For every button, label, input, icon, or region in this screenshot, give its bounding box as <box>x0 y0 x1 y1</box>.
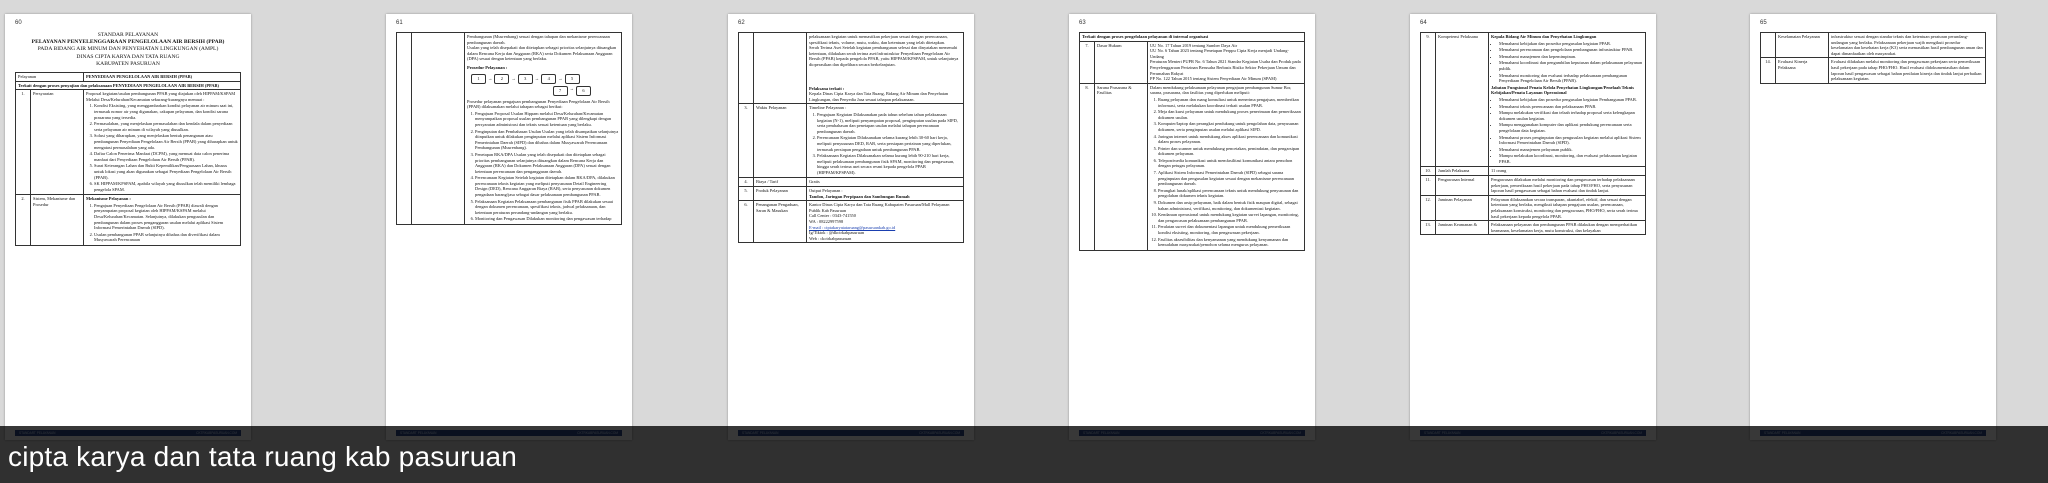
page-number: 61 <box>396 20 403 26</box>
row-content <box>1148 41 1305 83</box>
list-item: 6. SK HIPPAM/KPSPAM, apabila wilayah yang diusulkan telah memiliki lembaga pengelola SPAM. <box>94 181 238 192</box>
subheading: Kepala Bidang Air Minum dan Penyehatan Lingkungan <box>1491 34 1597 39</box>
table-row <box>739 201 964 243</box>
section-heading: Terkait dengan proses pengelolaan pelayanan di internal organisasi <box>1080 33 1305 42</box>
service-standard-table <box>396 32 622 225</box>
list-item: 1. Kondisi Eksisting, yang menggambarkan kondisi pelayanan air minum saat ini, termasuk nomor air yang digunakan, cakupan pelayanan, dan kondisi sarana prasarana yang tersedia. <box>94 103 238 120</box>
document-page-63 <box>1069 14 1315 440</box>
row-label: Jaminan Pelayanan <box>1436 195 1489 220</box>
row-number: 2. <box>16 195 31 246</box>
row-label: Evaluasi Kinerja Pelaksana <box>1776 58 1829 83</box>
row-label: Dasar Hukum <box>1095 41 1148 83</box>
list-item: 3. Komputer/laptop dan perangkat pendukung untuk pengolahan data, penyusunan dokumen, serta penginputan usulan melalui aplikasi SIPD. <box>1158 121 1302 132</box>
row-number: 8. <box>1080 83 1095 250</box>
caption-bar <box>0 426 2048 483</box>
service-standard-table <box>1760 32 1986 84</box>
paragraph: Kepala Dinas Cipta Karya dan Tata Ruang, Bidang Air Minum dan Penyehatan Lingkungan, dan Penyedia Jasa sesuai tahapan pelaksanaan. <box>809 91 949 102</box>
list-item: 1. Ruang pelayanan dan ruang konsultasi untuk menerima pengajuan, memberikan informasi, serta melakukan koordinasi terkait usulan PPAB. <box>1158 97 1302 108</box>
table-row <box>739 187 964 201</box>
list-item: 2. Meja dan kursi pelayanan untuk mendukung proses penerimaan dan pemeriksaan dokumen usulan. <box>1158 109 1302 120</box>
paragraph: Output Pelayanan : <box>809 188 843 194</box>
list-item: 1. Pengajuan Kegiatan Dilaksanakan pada tahun sebelum tahun pelaksanaan kegiatan (N-1), meliputi penyampaian proposal, penginputan usulan pada SIPD, serta pembahasan dan penetapan usulan melalui tahapan perencanaan pembangunan daerah. <box>817 112 961 134</box>
row-label: Produk Pelayanan <box>754 187 807 201</box>
table-row <box>1080 41 1305 83</box>
row-content <box>807 104 964 178</box>
row-label: Sarana Prasarana & Fasilitas <box>1095 83 1148 250</box>
table-row <box>16 81 241 90</box>
subheading: Jabatan Fungsional Penata Kelola Penyehatan Lingkungan/Penelaah Teknis Kebijakan/Penata Layanan Operasional <box>1491 84 1634 96</box>
requirement-list <box>94 103 238 192</box>
table-row <box>1080 33 1305 42</box>
row-number: 9. <box>1421 33 1436 167</box>
row-number <box>1761 33 1776 58</box>
facility-list <box>1158 97 1302 248</box>
email-link[interactable]: E-mail : ciptakaryatataruang@pasuruankab.go.id <box>809 224 896 230</box>
flow-step: 1 <box>471 74 486 84</box>
list-item: • Memahami monitoring dan evaluasi terhadap pelaksanaan pembangunan Penyediaan Pengelolaan Air Bersih (PPAB). <box>1499 73 1643 84</box>
list-item: 9. Dokumen dan arsip pelayanan, baik dalam bentuk fisik maupun digital, sebagai bahan administrasi, verifikasi, monitoring, dan dokumentasi kegiatan. <box>1158 200 1302 211</box>
table-row <box>739 104 964 178</box>
list-item: • Memahami manajemen pelayanan publik. <box>1499 147 1643 153</box>
row-label: Waktu Pelayanan <box>754 104 807 178</box>
table-cell: PENYEDIAAN PENGELOLAAN AIR BERSIH (PPAB) <box>84 73 241 82</box>
row-content <box>465 33 622 225</box>
heading-line: STANDAR PELAYANAN <box>97 32 159 38</box>
row-content <box>84 195 241 246</box>
table-cell: Pelayanan <box>16 73 84 82</box>
list-item: • Memahami kebijakan dan prosedur pengusulan kegiatan Pembangunan PPAB. <box>1499 97 1643 103</box>
row-label <box>412 33 465 225</box>
contact-line: Kantor Dinas Cipta Karya dan Tata Ruang Kabupaten Pasuruan/Mall Pelayanan Publik Kab Pasuruan <box>809 202 950 213</box>
contact-line: Ig/Tiktok : @dkctrkabpasuruan <box>809 230 865 236</box>
row-number: 4. <box>739 178 754 187</box>
row-label: Sistem, Mekanisme dan Prosedur <box>31 195 84 246</box>
table-row <box>1421 221 1646 235</box>
flow-step: 5 <box>565 74 580 84</box>
row-content: Evaluasi dilakukan melalui monitoring dan pengawasan pekerjaan serta pemeriksaan hasil pekerjaan pada tahap PHO/FHO. Hasil evaluasi didokumentasikan dalam laporan hasil pengawasan sebagai bahan penilaian kinerja dan tindak lanjut perbaikan pelaksanaan kegiatan. <box>1829 58 1986 83</box>
list-item: 12. Fasilitas aksesibilitas dan kenyamanan yang mendukung kenyamanan dan kemudahan masyarakat/pemohon selama mengurus pelayanan. <box>1158 237 1302 248</box>
row-label: Jumlah Pelaksana <box>1436 167 1489 176</box>
table-row <box>16 73 241 82</box>
list-item: • Mampu melakukan verifikasi dan telaah terhadap proposal serta kelengkapan dokumen usulan kegiatan. <box>1499 110 1643 121</box>
document-page-60 <box>5 14 251 440</box>
list-item: • Memahami manajemen dan kepemimpinan. <box>1499 54 1643 60</box>
list-item: 3. Penetapan RKA/DPA Usulan yang telah disepakati dan ditetapkan sebagai prioritas pembangunan selanjutnya dituangkan dalam Rencana Kerja dan Anggaran (RKA) dan Dokumen Pelaksanaan Anggaran (DPA) sesuai dengan ketentuan perencanaan dan penganggaran daerah. <box>475 152 619 174</box>
service-standard-table <box>738 32 964 243</box>
legal-basis-item: PP No. 122 Tahun 2015 tentang Sistem Penyediaan Air Minum (SPAM) <box>1150 76 1277 82</box>
list-item: • Memahami teknis perencanaan dan pelaksanaan PPAB. <box>1499 104 1643 110</box>
document-page-62 <box>728 14 974 440</box>
list-item: 5. Printer dan scanner untuk mendukung pencetakan, pemindaian, dan pengarsipan dokumen pelayanan. <box>1158 146 1302 157</box>
service-standard-table <box>1079 32 1305 251</box>
row-label <box>754 33 807 104</box>
list-item: 4. Perencanaan Kegiatan Setelah kegiatan ditetapkan dalam RKA/DPA, dilakukan perencanaan teknis kegiatan yang meliputi penyusunan Detail Engineering Design (DED), Rencana Anggaran Biaya (RAB), serta penyusunan dokumen pengadaan barang/jasa sebagai dasar pelaksanaan pembangunan PPAB. <box>475 175 619 197</box>
list-item: • Mampu menggunakan komputer dan aplikasi pendukung perencanaan serta pengelolaan data kegiatan. <box>1499 122 1643 133</box>
row-content: Pengawasan dilakukan melalui monitoring dan pengawasan terhadap pelaksanaan pekerjaan, pemeriksaan hasil pekerjaan pada tahap PHO/FHO, serta penyusunan laporan hasil pengawasan sebagai bahan evaluasi dan tindak lanjut. <box>1489 176 1646 196</box>
list-item: • Memahami proses penginputan dan pengusulan kegiatan melalui aplikasi Sistem Informasi Pemerintahan Daerah (SIPD). <box>1499 135 1643 146</box>
paragraph: Pembangunan (Musrenbang) sesuai dengan tahapan dan mekanisme perencanaan pembangunan daerah. <box>467 34 610 45</box>
row-number: 1. <box>16 90 31 195</box>
table-row <box>739 178 964 187</box>
row-number: 11. <box>1421 176 1436 196</box>
procedure-flowchart: 1 → 2 → 3 → 4 → 5 7 → 6 <box>471 74 619 96</box>
list-item: 2. Perencanaan Kegiatan Dilaksanakan selama kurang lebih 30-60 hari kerja, meliputi penyusunan DED, RAB, serta persiapan perizinan yang diperlukan, termasuk persiapan pengadaan untuk pembangunan PPAB. <box>817 135 961 152</box>
procedure-list <box>475 111 619 222</box>
competency-list <box>1499 41 1643 84</box>
row-number: 14. <box>1761 58 1776 83</box>
table-row <box>739 33 964 104</box>
row-content <box>807 187 964 201</box>
list-item: 5. Pelaksanaan Kegiatan Pelaksanaan pembangunan fisik PPAB dilakukan sesuai dengan dokumen perencanaan, spesifikasi teknis, jadwal pelaksanaan, dan ketentuan peraturan perundang-undangan yang berlaku. <box>475 199 619 216</box>
row-content: infrastruktur sesuai dengan standar teknis dan ketentuan peraturan perundang-undangan yang berlaku. Pelaksanaan pekerjaan wajib mengikuti prosedur keselamatan dan kesehatan kerja (K3) serta memastikan hasil pembangunan aman dan dapat dimanfaatkan oleh masyarakat. <box>1829 33 1986 58</box>
table-row <box>1421 33 1646 167</box>
row-content: 11 orang <box>1489 167 1646 176</box>
document-page-61 <box>386 14 632 440</box>
subheading: Timeline Pelayanan : <box>809 105 847 111</box>
row-label: Persyaratan <box>31 90 84 195</box>
page-number: 65 <box>1760 20 1767 26</box>
paragraph: Usulan yang telah disepakati dan ditetapkan sebagai prioritas selanjutnya dituangkan dalam Rencana Kerja dan Anggaran (RKA) serta Dokumen Pelaksanaan Anggaran (DPA) sesuai dengan ketentuan yang berlaku. <box>467 45 617 62</box>
row-content: Pelayanan dilaksanakan secara transparan, akuntabel, efektif, dan sesuai dengan ketentuan yang berlaku, mengikuti tahapan pengajuan usulan, perencanaan, pelaksanaan konstruksi, monitoring dan pengawasan, PHO/FHO, serta serah terima hasil pekerjaan kepada pengelola PPAB. <box>1489 195 1646 220</box>
row-label: Kompetensi Pelaksana <box>1436 33 1489 167</box>
row-label: Penanganan Pengaduan, Saran & Masukan <box>754 201 807 243</box>
contact-line: Web : ckctrkabpasuruan <box>809 235 852 241</box>
contact-line: WA : 08222997598 <box>809 219 844 225</box>
caption-text: cipta karya dan tata ruang kab pasuruan <box>8 441 518 472</box>
subheading: Pelaksana terkait : <box>809 85 845 91</box>
page-number: 64 <box>1420 20 1427 26</box>
flow-step: 2 <box>494 74 509 84</box>
list-item: 4. Daftar Calon Penerima Manfaat (DCPM), yang memuat data calon penerima manfaat dari Penyediaan Pengelolaan Air Bersih (PPAB). <box>94 151 238 162</box>
legal-basis-item: UU No. 17 Tahun 2019 tentang Sumber Daya Air <box>1150 42 1238 48</box>
paragraph: pelaksanaan kegiatan untuk memastikan pekerjaan sesuai dengan perencanaan, spesifikasi teknis, volume, mutu, waktu, dan ketentuan yang telah ditetapkan. <box>809 34 948 45</box>
list-item: 3. Solusi yang diharapkan, yang menjelaskan bentuk penanganan atau pembangunan Penyediaan Pengelolaan Air Bersih (PPAB) yang diharapkan untuk mengatasi permasalahan yang ada. <box>94 133 238 150</box>
heading-line: PELAYANAN PENYELENGGARAAN PENGELOLAAN AIR BERSIH (PPAB) <box>31 39 225 46</box>
document-heading <box>15 32 241 68</box>
table-row <box>1761 33 1986 58</box>
list-item: 1. Pengajuan Penyediaan Pengelolaan Air Bersih (PPAB) diawali dengan penyampaian proposal kegiatan oleh HIPPAM/KSPAM melalui Desa/Kelurahan/Kecamatan. Selanjutnya, dilakukan pengusulan dan pembangunan dalam proses penganggaran usulan melalui aplikasi Sistem Informasi Pemerintahan Daerah (SIPD). <box>94 203 238 231</box>
list-item: 6. Telepon/media komunikasi untuk memfasilitasi komunikasi antara pemohon dengan petugas pelayanan. <box>1158 158 1302 169</box>
page-number: 62 <box>738 20 745 26</box>
row-label: Jaminan Keamanan & <box>1436 221 1489 235</box>
list-item: 1. Pengajuan Proposal Usulan Hippam melalui Desa/Kelurahan/Kecamatan menyampaikan proposal usulan pembangunan PPAB yang dilengkapi dengan persyaratan administrasi dan teknis sesuai ketentuan yang berlaku. <box>475 111 619 128</box>
legal-basis-item: UU No. 6 Tahun 2023 tentang Penetapan Perppu Cipta Kerja menjadi Undang-Undang <box>1150 48 1289 59</box>
table-row <box>1421 176 1646 196</box>
table-row <box>397 33 622 225</box>
row-content: Pelaksanaan pelayanan dan pembangunan PPAB dilakukan dengan memperhatikan keamanan, keselamatan kerja, mutu konstruksi, dan kelayakan <box>1489 221 1646 235</box>
list-item: 11. Peralatan survei dan dokumentasi lapangan untuk mendukung pemeriksaan kondisi eksisting, monitoring, dan pengawasan pekerjaan. <box>1158 224 1302 235</box>
service-standard-table <box>15 72 241 246</box>
row-content <box>807 33 964 104</box>
list-item: 6. Monitoring dan Pengawasan Dilakukan monitoring dan pengawasan terhadap <box>475 216 619 222</box>
row-number: 6. <box>739 201 754 243</box>
mechanism-list <box>94 203 238 243</box>
list-item: 8. Perangkat lunak/aplikasi perencanaan teknis untuk mendukung penyusunan dan pengolahan dokumen teknis kegiatan. <box>1158 188 1302 199</box>
section-heading: Terkait dengan proses penyajian dan pelaksanaan PENYEDIAAN PENGELOLAAN AIR BERSIH (PPAB) <box>16 81 241 90</box>
paragraph: Proposal kegiatan/usulan pembangunan PPAB yang diajukan oleh HIPPAM/KSPAM Melalui Desa/Kelurahan/Kecamatan sekurang-kurangnya memuat : <box>86 91 236 102</box>
list-item: • Memahami perencanaan dan pengelolaan pembangunan infrastruktur PPAB. <box>1499 47 1643 53</box>
page-number: 60 <box>15 20 22 26</box>
document-page-64 <box>1410 14 1656 440</box>
row-number: 10. <box>1421 167 1436 176</box>
flow-step: 4 <box>541 74 556 84</box>
competency-list <box>1499 97 1643 165</box>
page-number: 63 <box>1079 20 1086 26</box>
row-content: Gratis <box>807 178 964 187</box>
document-page-65 <box>1750 14 1996 440</box>
row-label: Biaya / Tarif <box>754 178 807 187</box>
list-item: • Mampu melakukan koordinasi, monitoring, dan evaluasi pelaksanaan kegiatan PPAB. <box>1499 153 1643 164</box>
list-item: 5. Surat Keterangan Lahan dan Bukti Kepemilikan/Penguasaan Lahan, khusus untuk lokasi yang akan digunakan sebagai Penyediaan Pengelolaan Air Bersih (PPAB). <box>94 163 238 180</box>
list-item: • Memahami kebijakan dan prosedur pengusulan kegiatan PPAB. <box>1499 41 1643 47</box>
row-content <box>1489 33 1646 167</box>
row-number <box>397 33 412 225</box>
flow-step: 7 <box>553 86 568 96</box>
table-row <box>1421 195 1646 220</box>
table-row <box>16 195 241 246</box>
row-label: Keselamatan Pelayanan <box>1776 33 1829 58</box>
legal-basis-item: Peraturan Menteri PUPR No. 6 Tahun 2021 Standar Kegiatan Usaha dan Produk pada Penyelenggaraan Perizinan Berusaha Berbasis Risiko Sektor Pekerjaan Umum dan Perumahan Rakyat <box>1150 59 1301 76</box>
subheading: Prosedur Pelayanan : <box>467 64 508 70</box>
row-content <box>807 201 964 243</box>
row-number: 5. <box>739 187 754 201</box>
subheading: Mekanisme Pelayanan : <box>86 196 131 202</box>
row-number: 7. <box>1080 41 1095 83</box>
list-item: 7. Aplikasi Sistem Informasi Pemerintahan Daerah (SIPD) sebagai sarana penginputan dan pengusulan kegiatan sesuai dengan mekanisme perencanaan pembangunan daerah. <box>1158 170 1302 187</box>
heading-line: KABUPATEN PASURUAN <box>96 60 160 67</box>
row-number: 3. <box>739 104 754 178</box>
paragraph: Dalam mendukung pelaksanaan pelayanan pengajuan pembangunan Sumur Bor, sarana, prasarana, dan fasilitas yang diperlukan meliputi: <box>1150 84 1292 96</box>
table-row <box>16 90 241 195</box>
row-number: 13. <box>1421 221 1436 235</box>
table-row <box>1080 83 1305 250</box>
table-row <box>1761 58 1986 83</box>
flow-step: 6 <box>576 86 591 96</box>
heading-line: PADA BIDANG AIR MINUM DAN PENYEHATAN LINGKUNGAN (AMPL) <box>37 46 219 53</box>
list-item: 4. Jaringan internet untuk mendukung akses aplikasi perencanaan dan komunikasi dalam proses pelayanan. <box>1158 134 1302 145</box>
contact-line: Call Center : 0343-741550 <box>809 213 856 219</box>
list-item: 2. Usulan pembangunan PPAB selanjutnya dibahas dan diverifikasi dalam Musyawarah Perencanaan <box>94 232 238 243</box>
list-item: 10. Kendaraan operasional untuk mendukung kegiatan survei lapangan, monitoring, dan pengawasan pelaksanaan pembangunan PPAB. <box>1158 212 1302 223</box>
row-content <box>1148 83 1305 250</box>
service-standard-table <box>1420 32 1646 235</box>
table-row <box>1421 167 1646 176</box>
row-content <box>84 90 241 195</box>
heading-line: DINAS CIPTA KARYA DAN TATA RUANG <box>76 53 180 60</box>
row-label: Pengawasan Internal <box>1436 176 1489 196</box>
list-item: 2. Penginputan dan Pembahasan Usulan Usulan yang telah disampaikan selanjutnya diinputkan untuk dilakukan penginputan melalui aplikasi Sistem Informasi Pemerintahan Daerah (SIPD) dan dibahas dalam Musyawarah Perencanaan Pembangunan (Musrenbang). <box>475 129 619 151</box>
list-item: 3. Pelaksanaan Kegiatan Dilaksanakan selama kurang lebih 90-210 hari kerja, meliputi pelaksanaan pembangunan fisik SPAM, monitoring dan pengawasan, hingga serah terima aset secara resmi kepada pengelola PPAB (HIPPAM/KPSPAM). <box>817 153 961 175</box>
list-item: 2. Permasalahan, yang menjelaskan permasalahan dan kendala dalam penyediaan serta pelayanan air minum di wilayah yang diusulkan. <box>94 121 238 132</box>
row-number <box>739 33 754 104</box>
row-number: 12. <box>1421 195 1436 220</box>
flow-step: 3 <box>518 74 533 84</box>
paragraph: Prosedur pelayanan pengajuan pembangunan Penyediaan Pengelolaan Air Bersih (PPAB) dilaksanakan melalui tahapan sebagai berikut: <box>467 98 610 110</box>
paragraph: Serah Terima Aset Setelah kegiatan pembangunan selesai dan dinyatakan memenuhi ketentuan, dilakukan serah terima aset/infrastruktur Penyediaan Pengelolaan Air Bersih (PPAB) kepada pengelola PPAB, yaitu HIPPAM/KPSPAM, untuk selanjutnya dioperasikan dan dipelihara secara berkelanjutan. <box>809 45 959 67</box>
list-item: • Memahami koordinasi dan pengambilan keputusan dalam pelaksanaan pelayanan publik. <box>1499 60 1643 71</box>
timeline-list <box>817 112 961 176</box>
paragraph: Tandon, Jaringan Perpipaan dan Sambungan Rumah <box>809 193 910 199</box>
